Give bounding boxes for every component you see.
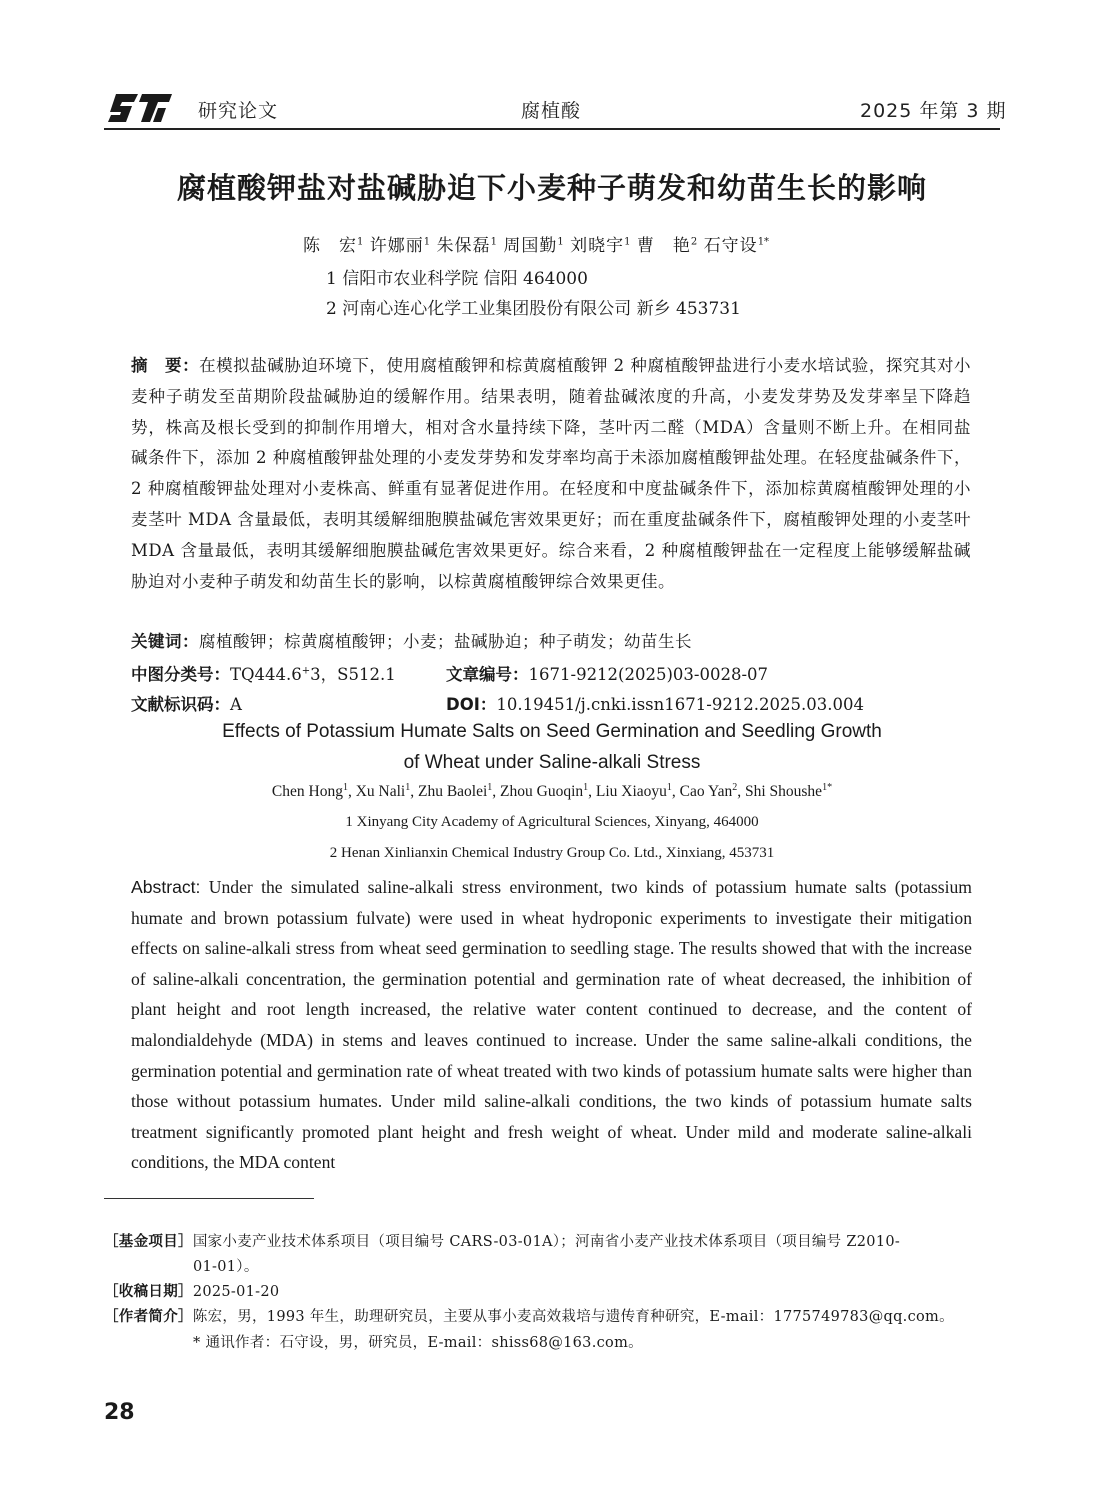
author-en-affil-mark: 1	[583, 782, 589, 793]
doc-code-value: A	[230, 695, 242, 714]
author-en-name: Cao Yan	[679, 783, 733, 801]
abstract-en	[131, 872, 972, 1178]
authors-en: Chen Hong$^1$, Xu Nali$^1$, Zhu Baolei$^1$, Zhou Guoqin$^1$, Liu Xiaoyu$^1$, Cao Yan$^2$, Shi Shoushe$^{1*}$	[271, 782, 833, 801]
author-cn-name: 周国勤	[503, 236, 558, 256]
author-cn-name: 陈 宏	[303, 236, 357, 256]
doi	[446, 691, 864, 715]
abstract-cn	[131, 351, 971, 597]
doi-value: 10.19451/j.cnki.issn1671-9212.2025.03.004	[496, 695, 865, 714]
affiliation-en-1: 1 Xinyang City Academy of Agricultural Sciences, Xinyang, 464000	[345, 814, 759, 830]
abstract-cn-label: 摘 要：	[131, 356, 200, 375]
author-en-name: Liu Xiaoyu	[595, 783, 667, 801]
keywords-cn	[131, 627, 971, 658]
abstract-cn-text: 在模拟盐碱胁迫环境下，使用腐植酸钾和棕黄腐植酸钾 2 种腐植酸钾盐进行小麦水培试验，探究其对小麦种子萌发至苗期阶段盐碱胁迫的缓解作用。结果表明，随着盐碱浓度的升高，小麦发芽势及发芽率呈下降趋势，株高及根长受到的抑制作用增大，相对含水量持续下降，茎叶丙二醛（MDA）含量则不断上升。在相同盐碱条件下，添加 2 种腐植酸钾盐处理的小麦发芽势和发芽率均高于未添加腐植酸钾盐处理。在轻度盐碱条件下，2 种腐植酸钾盐处理对小麦株高、鲜重有显著促进作用。在轻度和中度盐碱条件下，添加棕黄腐植酸钾处理的小麦茎叶 MDA 含量最低，表明其缓解细胞膜盐碱危害效果更好；而在重度盐碱条件下，腐植酸钾处理的小麦茎叶 MDA 含量最低，表明其缓解细胞膜盐碱危害效果更好。综合来看，2 种腐植酸钾盐在一定程度上能够缓解盐碱胁迫对小麦种子萌发和幼苗生长的影响，以棕黄腐植酸钾综合效果更佳。	[131, 356, 971, 591]
author-cn-affil-mark: 1	[624, 236, 631, 248]
author-en-name: Zhou Guoqin	[500, 783, 584, 801]
header-section: 研究论文	[198, 100, 279, 122]
affiliation-en-2: 2 Henan Xinlianxin Chemical Industry Group Co. Ltd., Xinxiang, 453731	[329, 845, 775, 861]
article-no-label: 文章编号：	[446, 665, 529, 684]
keywords-cn-text: 腐植酸钾；棕黄腐植酸钾；小麦；盐碱胁迫；种子萌发；幼苗生长	[199, 632, 692, 651]
footnote-rule	[104, 1198, 314, 1199]
clc-label: 中图分类号：	[131, 665, 230, 684]
author-en-name: Chen Hong	[271, 783, 343, 801]
clc-value-a: TQ444.6	[230, 665, 302, 684]
abstract-en-label: Abstract:	[131, 877, 201, 897]
footnote-author	[104, 1305, 954, 1326]
received-label: ［收稿日期］	[104, 1284, 193, 1300]
fund-line1: 国家小麦产业技术体系项目（项目编号 CARS-03-01A）；河南省小麦产业技术体系项目（项目编号 Z2010-	[192, 1234, 901, 1250]
doc-code-label: 文献标识码：	[131, 695, 230, 714]
corresponding-author: * 通讯作者：石守设，男，研究员，E-mail：shiss68@163.com。	[193, 1335, 643, 1351]
fund-line2: 01-01）。	[193, 1259, 259, 1275]
author-cn-affil-mark: 1	[357, 236, 364, 248]
document-code	[131, 691, 242, 715]
footnote-fund	[104, 1230, 900, 1251]
header-issue: 2025 年第 3 期	[860, 100, 1007, 122]
author-en-affil-mark: 2	[732, 782, 738, 793]
author-bio-line1: 陈宏，男，1993 年生，助理研究员，主要从事小麦高效栽培与遗传育种研究，E-mail：1775749783@qq.com。	[192, 1309, 954, 1325]
author-cn-affil-mark: 1	[423, 236, 431, 248]
author-en-name: Zhu Baolei	[417, 783, 488, 801]
author-en-name: Xu Nali	[355, 783, 406, 801]
page-number: 28	[104, 1400, 135, 1425]
clc-number	[131, 661, 396, 685]
paper-title-en-line1: Effects of Potassium Humate Salts on Seed Germination and Seedling Growth	[222, 721, 882, 742]
article-number	[446, 661, 768, 685]
header-journal: 腐植酸	[521, 100, 582, 122]
author-en-affil-mark: 1	[487, 782, 493, 793]
received-date: 2025-01-20	[192, 1284, 280, 1300]
author-en-affil-mark: 1	[666, 782, 672, 793]
author-en-affil-mark: 1*	[822, 782, 833, 793]
paper-title-en-line2: of Wheat under Saline-alkali Stress	[403, 752, 701, 773]
article-no-value: 1671-9212(2025)03-0028-07	[528, 665, 769, 684]
clc-sup: +	[301, 665, 311, 677]
header-rule	[104, 128, 1000, 130]
paper-title-cn: 腐植酸钾盐对盐碱胁迫下小麦种子萌发和幼苗生长的影响	[176, 171, 927, 205]
authors-cn	[303, 231, 769, 256]
author-cn-name: 朱保磊	[436, 236, 491, 256]
author-cn-name: 刘晓宇	[570, 236, 625, 256]
author-bio-label: ［作者简介］	[104, 1309, 193, 1325]
abstract-en-text: Under the simulated saline-alkali stress environment, two kinds of potassium humate salts (potassium humate and brown potassium fulvate) were used in wheat hydroponic experiments to investigate their mitigation effects on saline-alkali stress from wheat seed germination to seedling stage. The results showed that with the increase of saline-alkali concentration, the germination potential and germination rate of wheat decreased, the inhibition of plant height and root length increased, the relative water content continued to decrease, and the content of malondialdehyde (MDA) in stems and leaves continued to increase. Under the same saline-alkali conditions, the germination potential and germination rate of wheat treated with two kinds of potassium humate salts were higher than those without potassium humates. Under mild saline-alkali conditions, the two kinds of potassium humate salts treatment significantly promoted plant height and fresh weight of wheat. Under mild and moderate saline-alkali conditions, the MDA content	[131, 877, 972, 1173]
author-cn-name: 许娜丽	[369, 236, 424, 256]
author-cn-affil-mark: 2	[690, 236, 698, 248]
footnote-received	[104, 1280, 279, 1301]
author-cn-name: 曹 艳	[636, 236, 691, 256]
keywords-cn-label: 关键词：	[131, 632, 199, 651]
affiliation-cn-2: 2 河南心连心化学工业集团股份有限公司 新乡 453731	[326, 299, 741, 319]
author-en-name: Shi Shoushe	[744, 783, 823, 801]
author-en-affil-mark: 1	[342, 782, 348, 793]
affiliation-cn-1: 1 信阳市农业科学院 信阳 464000	[326, 269, 588, 289]
author-cn-affil-mark: 1*	[757, 236, 770, 248]
author-en-affil-mark: 1	[405, 782, 411, 793]
author-cn-name: 石守设	[703, 236, 758, 256]
author-cn-affil-mark: 1	[557, 236, 564, 248]
doi-label: DOI：	[446, 695, 497, 714]
clc-value-b: 3，S512.1	[310, 665, 396, 684]
author-cn-affil-mark: 1	[490, 236, 497, 248]
journal-logo	[108, 88, 174, 128]
fund-label: ［基金项目］	[104, 1234, 193, 1250]
